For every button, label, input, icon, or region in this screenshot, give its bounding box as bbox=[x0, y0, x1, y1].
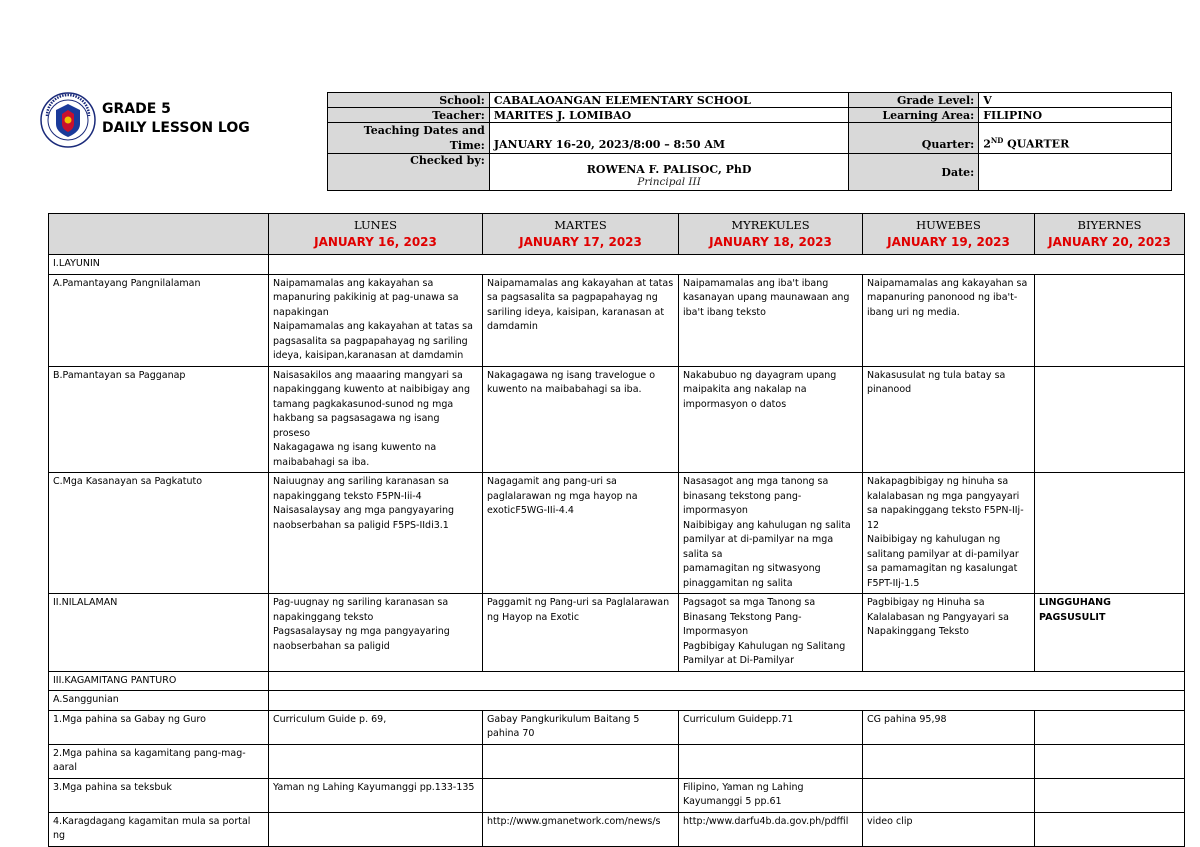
cell-day-3 bbox=[679, 366, 863, 473]
quarter-sup: ND bbox=[990, 136, 1004, 146]
cell-day-3 bbox=[679, 274, 863, 366]
cell-day-5 bbox=[1035, 366, 1185, 473]
cell bbox=[679, 744, 863, 778]
cell-day-5 bbox=[1035, 778, 1185, 812]
teacher-label: Teacher: bbox=[328, 108, 490, 123]
cell-text: Pagbibigay Kahulugan ng Salitang Pamilyar at Di-Pamilyar bbox=[683, 640, 846, 666]
cell-day-4 bbox=[863, 473, 1035, 594]
day-date: JANUARY 20, 2023 bbox=[1048, 235, 1171, 249]
info-table bbox=[327, 92, 1172, 191]
section-blank bbox=[269, 255, 1185, 275]
day-header-biyernes bbox=[1035, 214, 1185, 255]
cell-day-5 bbox=[1035, 594, 1185, 672]
cell-text: Pagbibigay ng Hinuha sa Kalalabasan ng Pangyayari sa Napakinggang Teksto bbox=[867, 597, 1009, 637]
cell-text: Naipamamalas ang kakayahan sa mapanuring panonood ng iba't-ibang uri ng media. bbox=[867, 277, 1028, 318]
cell bbox=[269, 744, 483, 778]
day-date: JANUARY 16, 2023 bbox=[314, 235, 437, 249]
cell-text: LINGGUHANG PAGSUSULIT bbox=[1039, 597, 1111, 623]
table-row bbox=[49, 812, 1185, 846]
section-label: I.LAYUNIN bbox=[49, 255, 269, 275]
section-row-layunin bbox=[49, 255, 1185, 275]
cell-text: Naipamamalas ang kakayahan at tatas sa pagsasalita sa pagpapahayag ng sariling ideya, kaisipan, karanasan at damdamin bbox=[487, 277, 674, 332]
cell-day-1 bbox=[269, 594, 483, 672]
learning-area-value: FILIPINO bbox=[979, 108, 1172, 123]
cell-day-2 bbox=[483, 473, 679, 594]
cell-day-1 bbox=[269, 366, 483, 473]
cell-text: Pagsasalaysay ng mga pangyayaring naobserbahan sa paligid bbox=[273, 626, 450, 652]
cell-text: Naisasakilos ang maaaring mangyari sa napakinggang kuwento at naibibigay ang tamang pagkakasunod-sunod ng mga hakbang sa pagsasagawa ng isang proseso bbox=[273, 369, 470, 439]
table-row bbox=[49, 710, 1185, 744]
section-row-sanggunian bbox=[49, 691, 1185, 711]
table-row-kagamitan-mag-aaral bbox=[49, 744, 1185, 778]
cell-day-1: Yaman ng Lahing Kayumanggi pp.133-135 bbox=[269, 778, 483, 812]
day-name: BIYERNES bbox=[1077, 218, 1142, 232]
cell-day-3: Curriculum Guidepp.71 bbox=[679, 710, 863, 744]
row-label: 4.Karagdagang kagamitan mula sa portal ng bbox=[49, 812, 269, 846]
checker-name: ROWENA F. PALISOC, PhD bbox=[586, 163, 752, 176]
row-label: B.Pamantayan sa Pagganap bbox=[49, 366, 269, 473]
title-block bbox=[102, 100, 250, 138]
learning-area-label: Learning Area: bbox=[849, 108, 979, 123]
cell-text: Pag-uugnay ng sariling karanasan sa napakinggang teksto bbox=[273, 597, 449, 623]
quarter-text: QUARTER bbox=[1003, 138, 1070, 151]
row-label: II.NILALAMAN bbox=[49, 594, 269, 672]
table-row bbox=[49, 778, 1185, 812]
cell-text: Naipamamalas ang kakayahan at tatas sa pagsasalita sa pagpapahayag ng sariling ideya, kaisipan,karanasan at damdamin bbox=[273, 321, 473, 361]
cell-day-2 bbox=[483, 594, 679, 672]
lesson-log-table bbox=[48, 213, 1185, 847]
quarter-value bbox=[979, 123, 1172, 154]
cell-day-5 bbox=[1035, 710, 1185, 744]
grade-level-value: V bbox=[979, 93, 1172, 108]
date-value bbox=[979, 154, 1172, 191]
log-title: DAILY LESSON LOG bbox=[102, 120, 250, 136]
checker-title: Principal III bbox=[637, 176, 701, 188]
cell-text: pamamagitan ng sitwasyong pinaggamitan ng salita bbox=[683, 563, 821, 589]
cell-day-1 bbox=[269, 473, 483, 594]
cell-day-5 bbox=[1035, 274, 1185, 366]
school-value: CABALAOANGAN ELEMENTARY SCHOOL bbox=[489, 93, 849, 108]
table-row bbox=[49, 366, 1185, 473]
cell-text: Naipamamalas ang kakayahan sa mapanuring pakikinig at pag-unawa sa napakingan bbox=[273, 277, 459, 318]
day-header-lunes bbox=[269, 214, 483, 255]
day-name: MARTES bbox=[554, 218, 607, 232]
cell-day-4 bbox=[863, 594, 1035, 672]
cell-day-4: CG pahina 95,98 bbox=[863, 710, 1035, 744]
cell-day-3: Filipino, Yaman ng Lahing Kayumanggi 5 pp.61 bbox=[679, 778, 863, 812]
cell bbox=[483, 744, 679, 778]
cell-text: Pagsagot sa mga Tanong sa Binasang Tekstong Pang-Impormasyon bbox=[683, 597, 816, 637]
info-row-school bbox=[328, 93, 1172, 108]
cell-day-2: Gabay Pangkurikulum Baitang 5 pahina 70 bbox=[483, 710, 679, 744]
checked-label: Checked by: bbox=[328, 154, 490, 191]
dates-value: JANUARY 16-20, 2023/8:00 – 8:50 AM bbox=[489, 123, 849, 154]
grade-level-label: Grade Level: bbox=[849, 93, 979, 108]
cell-text: Paggamit ng Pang-uri sa Paglalarawan ng Hayop na Exotic bbox=[487, 597, 670, 623]
day-date: JANUARY 18, 2023 bbox=[709, 235, 832, 249]
row-label: 1.Mga pahina sa Gabay ng Guro bbox=[49, 710, 269, 744]
section-blank bbox=[269, 691, 1185, 711]
cell-text: Nakapagbibigay ng hinuha sa kalalabasan ng mga pangyayari sa napakinggang teksto F5PN-IIj-12 bbox=[867, 476, 1024, 531]
cell-day-1: Curriculum Guide p. 69, bbox=[269, 710, 483, 744]
cell-text: Nakagagawa ng isang kuwento na maibabahagi sa iba. bbox=[273, 442, 437, 468]
cell-text: Nagagamit ang pang-uri sa paglalarawan ng mga hayop na exoticF5WG-IIi-4.4 bbox=[487, 476, 638, 516]
cell-day-1 bbox=[269, 812, 483, 846]
cell-text: Nakabubuo ng dayagram upang maipakita ang nakalap na impormasyon o datos bbox=[683, 369, 837, 410]
day-header-huwebes bbox=[863, 214, 1035, 255]
cell-day-1 bbox=[269, 274, 483, 366]
cell-day-5 bbox=[1035, 473, 1185, 594]
cell bbox=[1035, 744, 1185, 778]
info-row-teacher bbox=[328, 108, 1172, 123]
day-date: JANUARY 17, 2023 bbox=[519, 235, 642, 249]
days-header-row bbox=[49, 214, 1185, 255]
quarter-label: Quarter: bbox=[849, 123, 979, 154]
cell-day-4 bbox=[863, 274, 1035, 366]
table-row bbox=[49, 473, 1185, 594]
cell-day-4: video clip bbox=[863, 812, 1035, 846]
row-label: C.Mga Kasanayan sa Pagkatuto bbox=[49, 473, 269, 594]
days-header-blank bbox=[49, 214, 269, 255]
section-label: A.Sanggunian bbox=[49, 691, 269, 711]
day-date: JANUARY 19, 2023 bbox=[887, 235, 1010, 249]
row-label: 3.Mga pahina sa teksbuk bbox=[49, 778, 269, 812]
cell-text: Naibibigay ng kahulugan ng salitang pamilyar at di-pamilyar sa pamamagitan ng kasalungat F5PT-IIj-1.5 bbox=[867, 534, 1019, 589]
cell bbox=[863, 744, 1035, 778]
cell-text: Nasasagot ang mga tanong sa binasang tekstong pang-impormasyon bbox=[683, 476, 829, 516]
cell-day-3 bbox=[679, 594, 863, 672]
row-label: A.Pamantayang Pangnilalaman bbox=[49, 274, 269, 366]
day-name: MYREKULES bbox=[731, 218, 810, 232]
quarter-num: 2 bbox=[983, 138, 991, 151]
day-name: HUWEBES bbox=[916, 218, 981, 232]
table-row bbox=[49, 594, 1185, 672]
cell-day-2 bbox=[483, 274, 679, 366]
cell-day-2 bbox=[483, 366, 679, 473]
cell-day-3 bbox=[679, 473, 863, 594]
section-label: III.KAGAMITANG PANTURO bbox=[49, 671, 269, 691]
day-header-myrekules bbox=[679, 214, 863, 255]
cell-text: Naipamamalas ang iba't ibang kasanayan upang maunawaan ang iba't ibang teksto bbox=[683, 277, 850, 318]
section-row-kagamitan bbox=[49, 671, 1185, 691]
info-row-dates bbox=[328, 123, 1172, 154]
cell-day-2: http://www.gmanetwork.com/news/s bbox=[483, 812, 679, 846]
dates-label-line1: Teaching Dates and bbox=[363, 124, 485, 137]
dates-label bbox=[328, 123, 490, 154]
cell-text: Naibibigay ang kahulugan ng salita pamilyar at di-pamilyar na mga salita sa bbox=[683, 519, 851, 560]
cell-day-4 bbox=[863, 778, 1035, 812]
cell-text: Naiuugnay ang sariling karanasan sa napakinggang teksto F5PN-Iii-4 bbox=[273, 476, 449, 502]
cell-day-3: http:/www.darfu4b.da.gov.ph/pdffil bbox=[679, 812, 863, 846]
day-header-martes bbox=[483, 214, 679, 255]
deped-seal-logo bbox=[40, 92, 96, 148]
cell-text: Nakasusulat ng tula batay sa pinanood bbox=[867, 369, 1006, 395]
cell-day-5 bbox=[1035, 812, 1185, 846]
cell-day-4 bbox=[863, 366, 1035, 473]
grade-title: GRADE 5 bbox=[102, 101, 171, 117]
cell-text: Naisasalaysay ang mga pangyayaring naobserbahan sa paligid F5PS-IIdi3.1 bbox=[273, 505, 455, 531]
section-blank bbox=[269, 671, 1185, 691]
date-label: Date: bbox=[849, 154, 979, 191]
dates-label-line2: Time: bbox=[449, 139, 485, 152]
row-label: 2.Mga pahina sa kagamitang pang-mag-aaral bbox=[49, 744, 269, 778]
cell-day-2 bbox=[483, 778, 679, 812]
teacher-value: MARITES J. LOMIBAO bbox=[489, 108, 849, 123]
school-label: School: bbox=[328, 93, 490, 108]
checker bbox=[489, 154, 849, 191]
cell-text: Nakagagawa ng isang travelogue o kuwento na maibabahagi sa iba. bbox=[487, 369, 656, 395]
day-name: LUNES bbox=[353, 218, 398, 232]
info-row-checked bbox=[328, 154, 1172, 191]
table-row bbox=[49, 274, 1185, 366]
